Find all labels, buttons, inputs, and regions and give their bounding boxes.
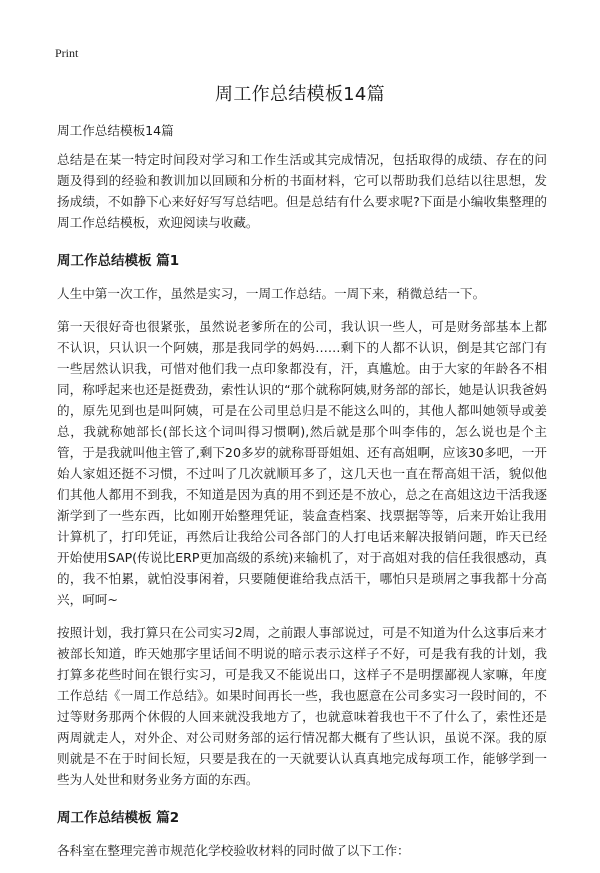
- intro-paragraph: 总结是在某一特定时间段对学习和工作生活或其完成情况，包括取得的成绩、存在的问题及得到的经验和教训加以回顾和分析的书面材料，它可以帮助我们总结以往思想，发扬成绩，不如静下心来好好写写总结吧。但是总结有什么要求呢?下面是小编收集整理的周工作总结模板，欢迎阅读与收藏。: [57, 152, 547, 230]
- document-body: [57, 120, 547, 873]
- document-title: 周工作总结模板14篇: [215, 84, 385, 105]
- section1-paragraph-1: 人生中第一次工作，虽然是实习，一周工作总结。一周下来，稍微总结一下。: [57, 286, 486, 301]
- section1-paragraph-3: 按照计划，我打算只在公司实习2周，之前跟人事部说过，可是不知道为什么这事后来才被部长知道，昨天她那字里话间不明说的暗示表示这样子不好，可是我有我的计划，我打算多花些时间在银行实习，可是我又不能说出口，这样子不是明摆鄙视人家嘛，年度工作总结《一周工作总结》。如果时间再长一些，我也愿意在公司多实习一段时间的，不过等财务那两个休假的人回来就没我地方了，也就意味着我也干不了什么了，索性还是两周就走人，对外企、对公司财务部的运行情况都大概有了些认识，虽说不深。我的原则就是不在于时间长短，只要是我在的一天就要认认真真地完成每项工作，能够学到一些为人处世和财务业务方面的东西。: [57, 625, 547, 787]
- section1-paragraph-2: 第一天很好奇也很紧张，虽然说老爹所在的公司，我认识一些人，可是财务部基本上都不认识，只认识一个阿姨，那是我同学的妈妈……剩下的人都不认识，倒是其它部门有一些居然认识我，可惜对他们我一点印象都没有，汗，真尴尬。由于大家的年龄各不相同，称呼起来也还是挺费劲，索性认识的“那个就称阿姨,财务部的部长，她是认识我爸妈的，原先见到也是叫阿姨，可是在公司里总归是不能这么叫的，其他人都叫她领导或姜总，我就称她部长(部长这个词叫得习惯啊),然后就是那个叫李伟的，怎么说也是个主管，于是我就叫他主管了,剩下20多岁的就称哥哥姐姐、还有高姐啊，应该30多吧，一开始人家姐还挺不习惯，不过叫了几次就顺耳多了，这几天也一直在帮高姐干活，貌似他们其他人都用不到我，不知道是因为真的用不到还是不放心，总之在高姐这边干活我逐渐学到了一些东西，比如刚开始整理凭证，装盒查档案、找票据等等，后来开始让我用计算机了，打印凭证，再然后让我给公司各部门的人打电话来解决报销问题，昨天已经开始使用SAP(传说比ERP更加高级的系统)来输机了，对于高姐对我的信任我很感动，真的，我不怕累，就怕没事闲着，只要随便谁给我点活干，哪怕只是琐屑之事我都十分高兴，呵呵~: [57, 319, 547, 607]
- section2-paragraph-1: 各科室在整理完善市规范化学校验收材料的同时做了以下工作：: [57, 843, 410, 858]
- section-heading-1: 周工作总结模板 篇1: [57, 253, 180, 269]
- section-heading-2: 周工作总结模板 篇2: [57, 810, 180, 826]
- print-label: Print: [55, 46, 79, 60]
- document-subtitle: 周工作总结模板14篇: [57, 123, 174, 138]
